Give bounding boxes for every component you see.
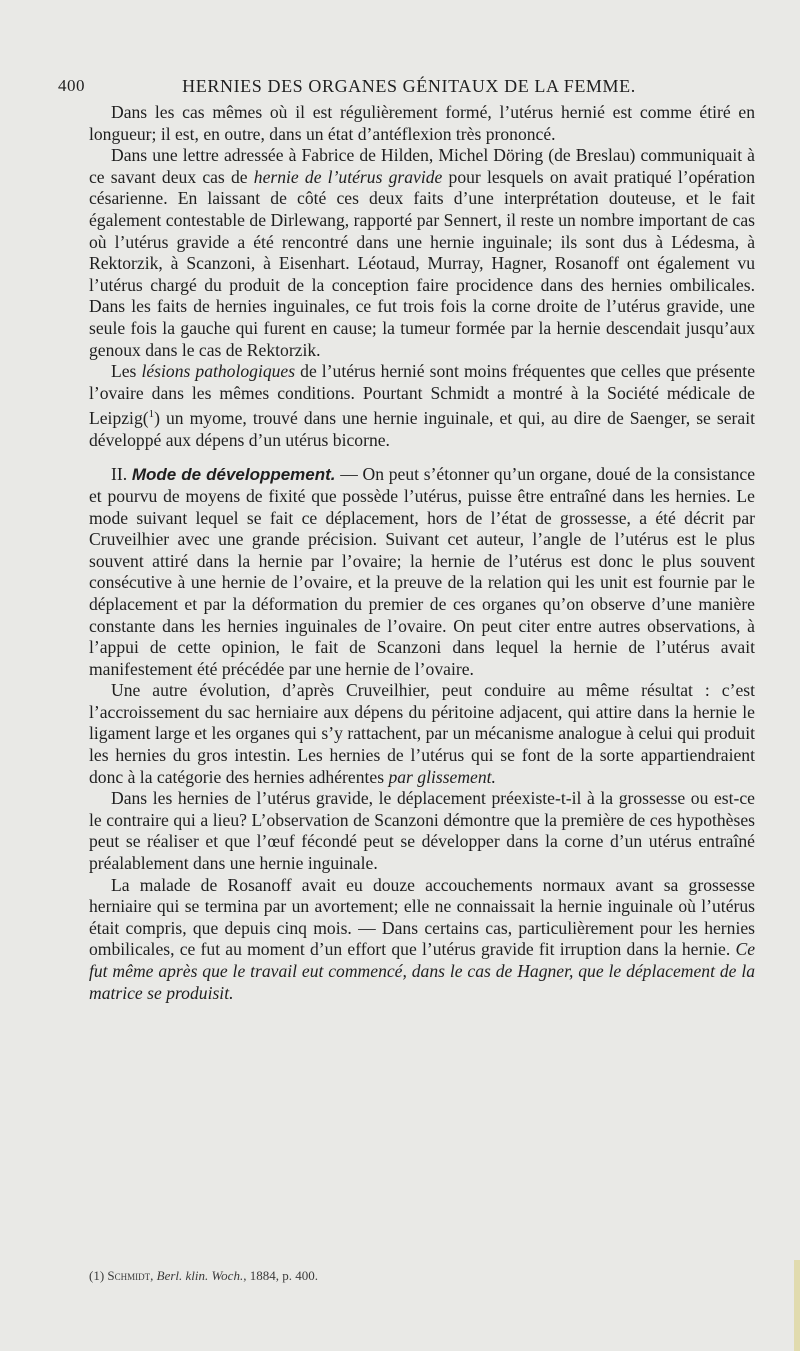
italic-phrase: lésions pathologiques	[141, 361, 296, 382]
paragraph: Les lésions pathologiques de l’utérus hernié sont moins fréquentes que celles que présente l’ovaire dans les mêmes conditions. Pourtant Schmidt a montré à la Société médicale de Leipzig($^1$) un myome, trouvé dans une hernie inguinale, et qui, au dire de Saenger, se serait développé aux dépens d’un utérus bicorne.	[89, 361, 756, 450]
paragraph: Dans une lettre adressée à Fabrice de Hilden, Michel Döring (de Breslau) communiquait à ce savant deux cas de hernie de l’utérus gravide pour lesquels on avait pratiqué l’opération césarienne. En laissant de côté ces deux faits d’une interprétation douteuse, et le fait également contestable de Dirlewang, rapporté par Sennert, il reste un nombre important de cas où l’utérus gravide a été rencontré dans une hernie inguinale; ils sont dus à Lédesma, à Rektorzik, à Scanzoni, à Eisenhart. Léotaud, Murray, Hagner, Rosanoff ont également vu l’utérus chargé du produit de la conception faire procidence dans des hernies ombilicales. Dans les faits de hernies inguinales, ce fut trois fois la corne droite de l’utérus gravide, une seule fois la gauche qui furent en cause; la tumeur formée par la hernie descendait jusqu’aux genoux dans le cas de Rektorzik.	[89, 145, 756, 360]
page-edge-stain	[794, 1260, 800, 1351]
page-header	[58, 76, 760, 100]
footnote: (1) Schmidt, Berl. klin. Woch., 1884, p. 400.	[89, 1268, 318, 1283]
paragraph: Dans les cas mêmes où il est régulièrement formé, l’utérus hernié est comme étiré en longueur; il est, en outre, dans un état d’antéflexion très prononcé.	[89, 102, 755, 144]
section-paragraph: II. Mode de développement. — On peut s’étonner qu’un organe, doué de la consistance et pourvu de moyens de fixité que possède l’utérus, puisse être entraîné dans les hernies. Le mode suivant lequel se fait ce déplacement, hors de l’état de grossesse, a été décrit par Cruveilhier avec une grande précision. Suivant cet auteur, l’angle de l’utérus est le plus souvent attiré dans la hernie par l’ovaire; la hernie de l’utérus est donc le plus souvent consécutive à une hernie de l’ovaire, et la preuve de la relation qui les unit est fournie par le déplacement et par la déformation du premier de ces organes qu’on observe d’une manière constante dans les hernies inguinales de l’ovaire. On peut citer entre autres observations, à l’appui de cette opinion, le fait de Scanzoni dans lequel la hernie de l’utérus avait manifestement été précédée par une hernie de l’ovaire.	[89, 464, 755, 679]
section-number: II.	[111, 464, 132, 485]
italic-phrase: hernie de l’utérus gravide	[253, 166, 443, 187]
running-title: HERNIES DES ORGANES GÉNITAUX DE LA FEMME.	[182, 76, 636, 96]
footnote-journal: Berl. klin. Woch.	[156, 1268, 244, 1283]
body-text	[89, 102, 755, 1004]
section-title: Mode de développement.	[131, 465, 336, 485]
paragraph: Une autre évolution, d’après Cruveilhier, peut conduire au même résultat : c’est l’accroissement du sac herniaire aux dépens du péritoine adjacent, qui attire dans la hernie le ligament large et les organes qui s’y rattachent, par un mécanisme analogue à celui qui produit les hernies du gros intestin. Les hernies de l’utérus qui se font de la sorte appartiendraient donc à la catégorie des hernies adhérentes par glissement.	[89, 680, 755, 787]
footnote-ref[interactable]: 1	[148, 408, 155, 421]
footnote-marker: (1)	[89, 1268, 108, 1283]
italic-phrase: par glissement.	[388, 766, 496, 787]
paragraph: La malade de Rosanoff avait eu douze accouchements normaux avant sa grossesse herniaire qui se termina par un avortement; elle ne connaissait la hernie inguinale où l’utérus était compris, que depuis cinq mois. — Dans certains cas, particulièrement pour les hernies ombilicales, ce fut au moment d’un effort que l’utérus gravide fit irruption dans la hernie. Ce fut même après que le travail eut commencé, dans le cas de Hagner, que le déplacement de la matrice se produisit.	[89, 874, 755, 1003]
footnote-author: Schmidt	[107, 1268, 151, 1283]
italic-phrase: Ce fut même après que le travail eut commencé, dans le cas de Hagner, que le déplacement de la matrice se produisit.	[89, 939, 755, 1003]
paragraph: Dans les hernies de l’utérus gravide, le déplacement préexiste-t-il à la grossesse ou est-ce le contraire qui a lieu? L’observation de Scanzoni démontre que la première de ces hypothèses peut se réaliser et que l’œuf fécondé peut se développer dans la corne d’un utérus entraîné préalablement dans une hernie inguinale.	[89, 788, 755, 874]
page-number: 400	[58, 76, 85, 95]
